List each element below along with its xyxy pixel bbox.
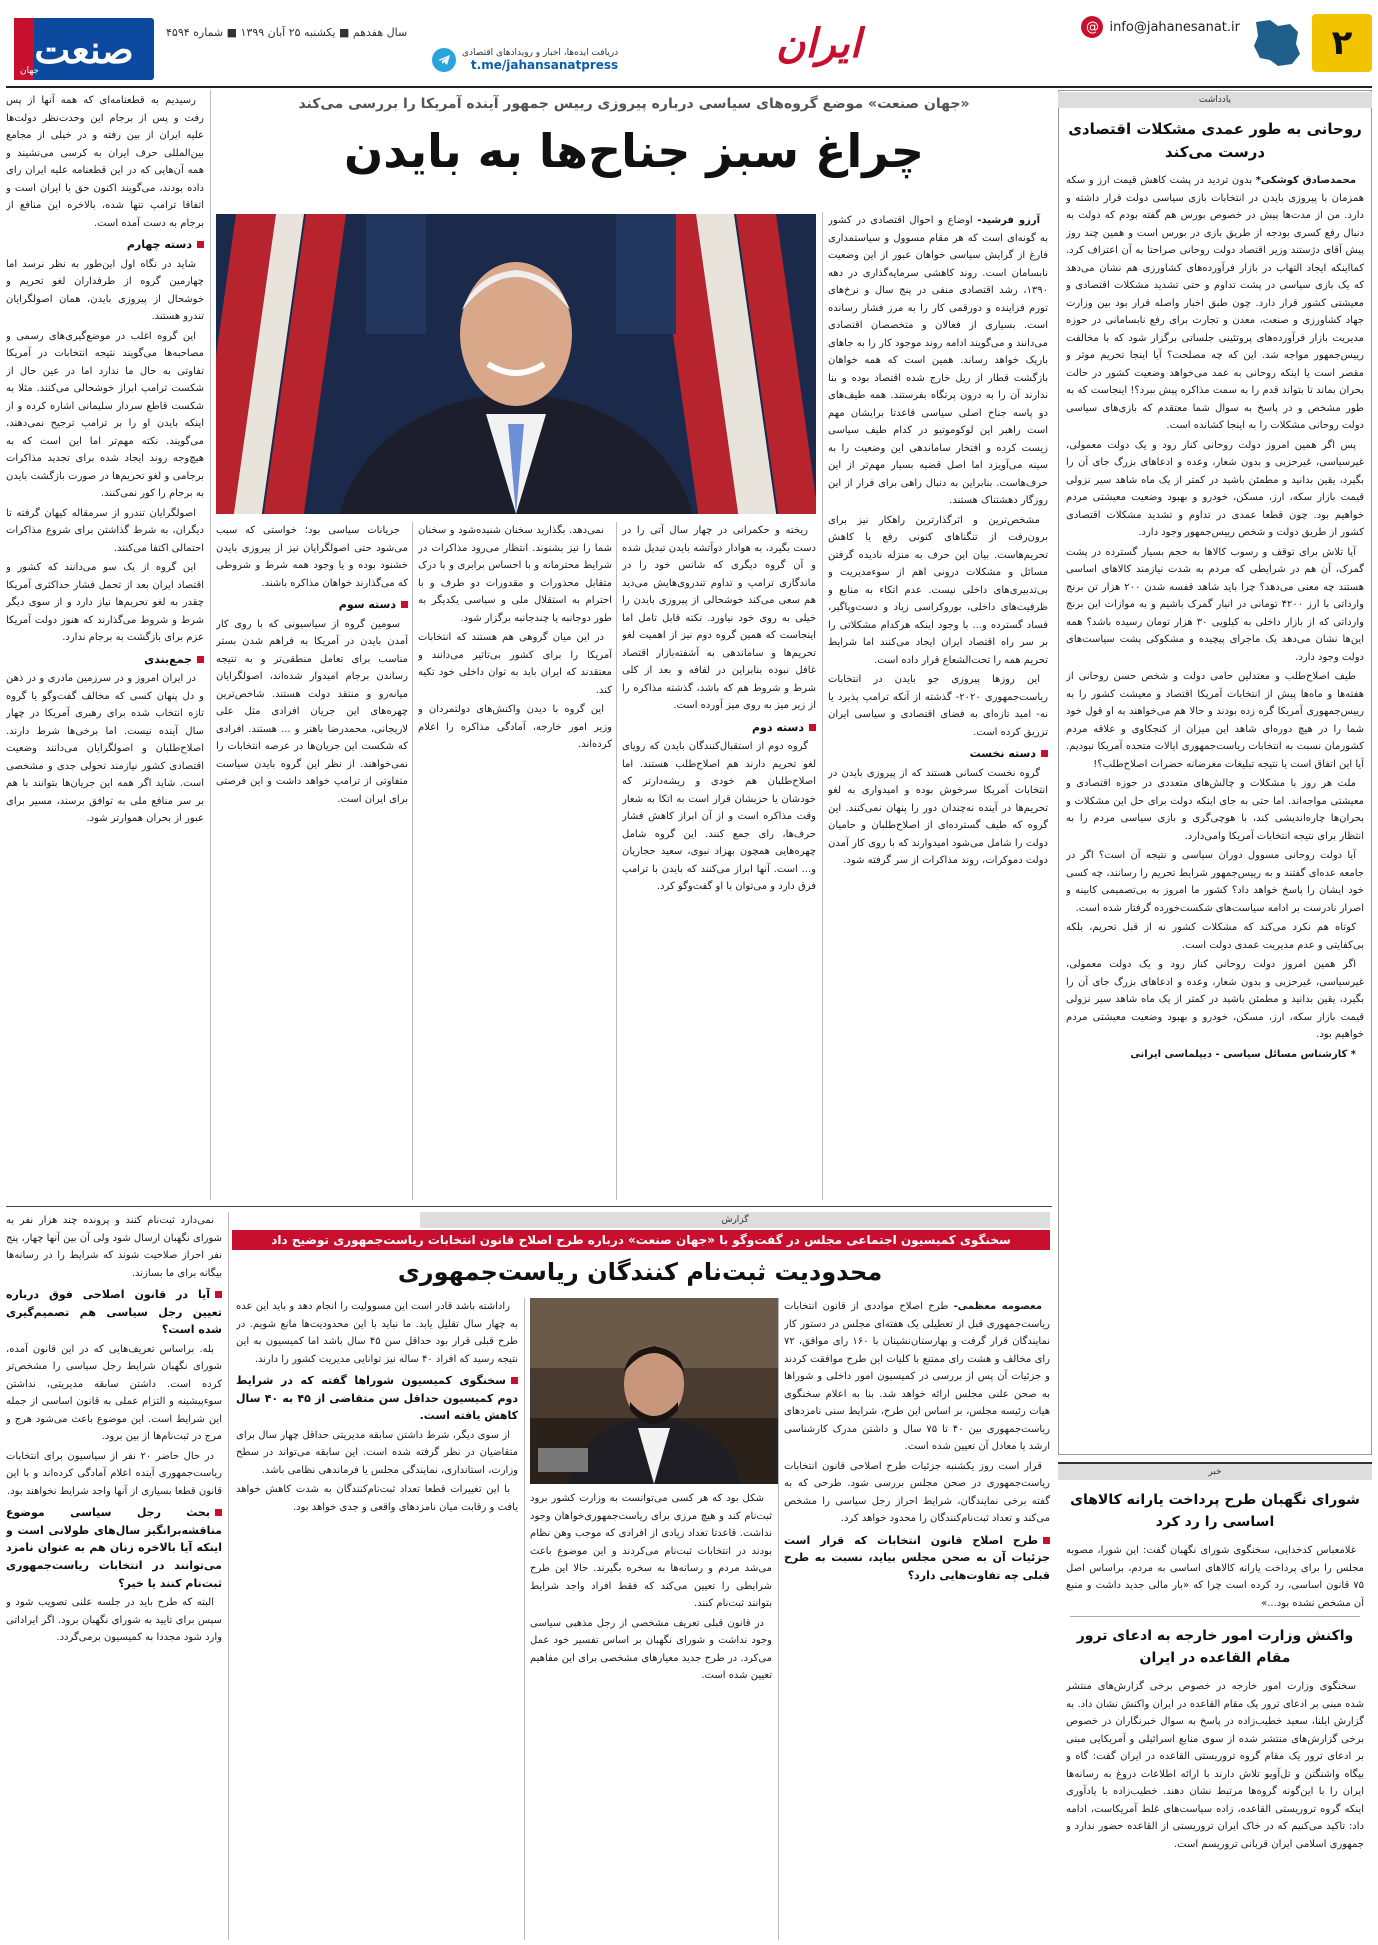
opinion-author-bio: * کارشناس مسائل سیاسی - دیپلماسی ایرانی <box>1130 1048 1356 1060</box>
email-contact[interactable]: @ info@jahanesanat.ir <box>1081 16 1240 38</box>
report-headline: محدودیت ثبت‌نام کنندگان ریاست‌جمهوری <box>397 1258 883 1286</box>
opinion-body: محمدصادق کوشکی* بدون تردید در پشت کاهش قیمت ارز و سکه همزمان با پیروزی بایدن در انتخابات بازی سیاسی دولت قرار داشته و دارد. من از مدت‌ها پیش در خصوص بورس هم گفته بودم که دولت به دنبال رفع کسری بودجه از طریق بازی در بورس است و همین چند روز پیش آقای دژستند وزیر اقتصاد دولت روحانی صراحتا به آن اعتراف کرد. کمااینکه ایجاد التهاب در بازار فرآورده‌های کشاورزی هم نشان می‌دهد که یک بازی سیاسی در پشت تداوم و حتی تشدید مشکلات اقتصادی و معیشتی کشور قرار دارد. چون طبق اخبار واصله قرار بود بین وزارت جهاد کشاورزی و صنعت، معدن و تجارت برای رفع نابسامانی در حوزه مدیریت بازار فرآورده‌های پروتئینی جلساتی برگزار شود که با مخالفت رییس‌جمهور مواجه شد. این که چه مصلحت؟ آیا اینجا تحریم موثر و مقصر است یا اینکه روحانی به عمد می‌خواهد وضعیت کشور در حالت بحران بماند تا بتواند قدم را به سمت مذاکره پیش ببرد؟! اینجاست که به طور مشخص و در پاسخ به سوال شما معتقدم که بازی‌های سیاسی دولت روحانی مشکلات را به اینجا کشانده است. پس اگر همین امروز دولت روحانی کنار رود و یک دولت معمولی، غیرسیاسی، غیرحزبی و بدون شعار، وعده و ادعاهای بزرگ جای آن را بگیرد، یقین بدانید و مطمئن باشید در کمتر از یک ماه شاهد سیر نزولی قیمت بازار سکه، ارز، مسکن، خودرو و بهبود وضعیت معیشتی مردم خواهیم بود. چون قطعا عمدی در تداوم و تشدید مشکلات اقتصادی کشور از طریق دولت و شخص رییس‌جمهور وجود دارد. آیا تلاش برای توقف و رسوب کالاها به حجم بسیار گسترده در پشت گمرک، آن هم در شرایطی که مردم به شدت نیازمند کالاهای اساسی هستند چه معنی می‌دهد؟ چرا باید شاهد قفسه شدن ۲۰۰ هزار تن برنج وارداتی با ارز ۴۲۰۰ تومانی در انبار گمرک باشیم و به موازات این برنج وارداتی که از بازار داخلی به کیلویی ۳۰ هزار تومان رسیده باشد؟ همه این‌ها نشان می‌دهد یک ماجرای پیچیده و مشکوکی پشت سیاست‌های دولت وجود دارد. طیف اصلاح‌طلب و معتدلین حامی دولت و شخص حسن روحانی از هفته‌ها و ماه‌ها پیش از انتخابات آمریکا اقتصاد و معیشت کشور را به رییس‌جمهوری آمریکا گره زده بودند و حالا هم می‌خواهند به او قول خود شما را در هیچ دوره‌ای شاهد این میزان از کنجکاوی و علاقه مردم کشورمان نسبت به انتخابات ریاست‌جمهوری ایالات متحده آمریکا نبودیم. آیا این اتفاق است یا نتیجه تبلیغات مغرضانه حضرات اصلاح‌طلب؟! ملت هر روز با مشکلات و چالش‌های متعددی در حوزه اقتصادی و معیشتی مواجه‌اند. اما حتی به جای اینکه دولت برای حل این مشکلات و بحران‌ها چاره‌اندیشی کند، با هوچی‌گری و بازی سیاسی مردم را به انتظار برای نتیجه انتخابات آمریکا وامی‌دارد. آیا دولت روحانی مسوول دوران سیاسی و نتیجه آن است؟ اگر در جامعه عده‌ای گفتند و به رییس‌جمهور شرایط تحریم را رسانند، چه کسی خود ایشان را پاسخ خواهد داد؟ کشور ما امروز به بی‌تصمیمی کابینه و اصرار نادرست بر ادامه سیاست‌های شکست‌خورده گرفتار شده است. کوتاه هم نکرد می‌کند که مشکلات کشور نه از قبل تحریم، بلکه بی‌کفایتی و عدم مدیریت عمدی دولت است. اگر همین امروز دولت روحانی کنار رود و یک دولت معمولی، غیرسیاسی، غیرحزبی و بدون شعار، وعده و ادعاهای بزرگ جای آن را بگیرد، یقین بدانید و مطمئن باشید در کمتر از یک ماه شاهد سیر نزولی قیمت بازار سکه، ارز، مسکن، خودرو و بهبود وضعیت معیشتی مردم خواهیم بود. * کارشناس مسائل سیاسی - دیپلماسی ایرانی <box>1066 172 1364 1448</box>
report-author: معصومه معظمی- <box>953 1301 1043 1312</box>
lead-kicker: «جهان صنعت» موضع گروه‌های سیاسی درباره پیروزی رییس جمهور آینده آمریکا را بررسی می‌کند <box>298 96 970 112</box>
lead-subhead-3: دسته سوم <box>216 596 408 614</box>
report-kicker-band: سخنگوی کمیسیون اجتماعی مجلس در گفت‌وگو با «جهان صنعت» درباره طرح اصلاح قانون انتخابات ریاست‌جمهوری توضیح داد <box>232 1230 1050 1250</box>
lead-col-5: رسیدیم به قطعنامه‌ای که همه آنها از پس رفت و پس از برجام این وحدت‌نظر دولت‌ها علیه ایران از بین رفته و در خیلی از مجامع بین‌المللی حرف ایران به کرسی می‌نشیند و همه آن‌هایی که در این قطعنامه علیه ایران رای داده بودند، می‌گویند اکنون حق با ایران است و اتفاقا ترامپ تنها شده، بالاخره این منافع از برجام به دست آمده است. دسته چهارم شاید در نگاه اول این‌طور به نظر نرسد اما چهارمین گروه از طرفداران لغو تحریم و خوشحال از پیروزی بایدن، همان اصولگرایان تندرو هستند. این گروه اغلب در موضع‌گیری‌های رسمی و مصاحبه‌ها می‌گویند نتیجه انتخابات در آمریکا تفاوتی به حال ما ندارد اما در عین حال از شکست ترامپ ابراز خوشحالی می‌کنند. مثلا به شکست قاطع سردار سلیمانی اشاره کرده و از اینکه بایدن او را بر ترامپ ترجیح نمی‌دهند، می‌گویند. نکته مهم‌تر اما این است که به هیچ‌وجه روند ایجاد شده برای تجدید مذاکرات برجامی و لغو تحریم‌ها در صورت بازگشت بایدن به برجام را کور نمی‌کنند. اصولگرایان تندرو از سرمقاله کیهان گرفته تا دیگران، به شرط گذاشتن برای شروع مذاکرات احتمالی اکتفا می‌کنند. این گروه از یک سو می‌دانند که کشور و اقتصاد ایران بعد از تحمل فشار حداکثری آمریکا چقدر به لغو تحریم‌ها نیاز دارد و از سوی دیگر شرط و شروط می‌گذارند که هنوز دولت آمریکا عزم برای بازگشت به برجام ندارد. جمع‌بندی در ایران امروز و در سرزمین مادری و در ذهن و دل پنهان کسی که مخالف گفت‌وگو یا گروه تازه انتخاب شده برای رهبری آمریکا در چهار سال آینده نیست. اما برخی‌ها شرط دارند. اصلاح‌طلبان و اصولگرایان می‌دانند وضعیت اقتصادی کشور نیازمند تحولی جدی و مشخصی است. شاید اگر همه این جریان‌ها بتوانند با هم بر سر منافع ملی به توافق برسند، مسیر برای عبور از بحران هموارتر شود. <box>6 95 204 825</box>
lead-col-4: جریانات سیاسی بود؛ خواستی که سبب می‌شود حتی اصولگرایان نیز از پیروزی بایدن خشنود بوده و یا وجود همه شرط و شروطی که می‌گذارند خواهان مذاکره باشند. دسته سوم سومین گروه از سیاسیونی که با روی کار آمدن بایدن در آمریکا به فراهم شدن بستر مناسب برای تعامل منطقی‌تر و به نتیجه رساندن برجام امیدوار شده‌اند، اصولگرایان میانه‌رو و منتقد دولت هستند. شاخص‌ترین چهره‌های این جریان افرادی مثل علی لاریجانی، محمدرضا باهنر و ... هستند. افرادی که شکست این جریان‌ها در عرصه انتخابات را نمی‌خواهند. از نظر این گروه بایدن سیاست متفاوتی از ترامپ خواهد داشت و این فرصتی برای ایران است. <box>216 525 408 805</box>
lead-author: آرزو فرشید- <box>977 215 1041 226</box>
page-number: ۲ <box>1312 14 1372 72</box>
report-subhead-2: سخنگوی کمیسیون شوراها گفته که در شرایط دوم کمیسیون حداقل سن متقاضی از ۴۵ به ۴۰ سال کاهش یافته است. <box>236 1372 518 1425</box>
telegram-link[interactable]: t.me/jahansanatpress <box>470 58 619 72</box>
report-tag: گزارش <box>420 1212 1050 1228</box>
issue-info: سال هفدهم ■ یکشنبه ۲۵ آبان ۱۳۹۹ ■ شماره ۴۵۹۴ <box>166 26 408 39</box>
report-photo-spokesman <box>530 1298 778 1484</box>
opinion-title: روحانی به طور عمدی مشکلات اقتصادی درست می‌کند <box>1068 120 1362 161</box>
section-title: ایران <box>776 20 861 67</box>
lead-col-2: ریخته و حکمرانی در چهار سال آتی را در دست بگیرد، به هوادار دوآتشه بایدن تبدیل شده و آن گروه دیگری که شانس خود را در ماندگاری ترامپ و تداوم تندروی‌هایش می‌دید هم سعی می‌کند خوشحالی از پیروزی بایدن را خیلی به روی خود نیاورد. نکته قابل تامل اما اینجاست که همین گروه دوم نیز از اهمیت لغو تحریم‌ها و ساماندهی به آشفته‌بازار اقتصاد غافل نبوده بنابراین در لفافه و بعد از کلی شرط و شروط هم که باشد، گذشته مذاکره را از زیر میز به روی میز آورده است. دسته دوم گروه دوم از استقبال‌کنندگان بایدن که رویای لغو تحریم دارند هم اصلاح‌طلب هستند. اما اصلاح‌طلبان هم خودی و ریشه‌دارتر که خودشان یا حزبشان قرار است به اتکا به شعار وقت مذاکره است و از آن ابراز کاهش فشار حرف‌ها، رای جمع کنند. این گروه شامل چهره‌هایی همچون بهزاد نبوی، سعید حجاریان و... است. آنها ابراز می‌کنند که بایدن با ترامپ فرق دارد و می‌توان با او گفت‌وگو کرد. <box>622 525 816 893</box>
opinion-tag: یادداشت <box>1058 92 1372 108</box>
email-icon: @ <box>1081 16 1103 38</box>
report-col-1: معصومه معظمی- طرح اصلاح مواددی از قانون انتخابات ریاست‌جمهوری قبل از تعطیلی یک هفته‌ای مجلس در دستور کار نمایندگان قرار گرفت و بهارستان‌نشینان با ۱۶۰ رای موافق، ۷۲ رای مخالف و هشت رای ممتنع با کلیات این طرح موافقت کردند و جزئیات آن پس از بررسی در کمیسیون امور داخلی و شوراها به صحن علنی مجلس ارائه خواهد شد. بنا به اعلام سخنگوی هیات رئیسه مجلس، بر اساس این طرح، شرایط سنی نامزدهای ریاست‌جمهوری بین ۴۰ تا ۷۵ سال و داشتن مدرک کارشناسی ارشد یا معادل آن تعیین شده است. قرار است روز یکشنبه جزئیات طرح اصلاحی قانون انتخابات ریاست‌جمهوری در صحن مجلس بررسی شود. طرحی که به گفته برخی نمایندگان، شرایط احراز رجل سیاسی را مشخص می‌کند و تعداد ثبت‌نام‌کنندگان را محدود خواهد کرد. طرح اصلاح قانون انتخابات که قرار است جزئیات آن به صحن مجلس بیاید، نسبت به طرح قبلی چه تفاوت‌هایی دارد؟ <box>784 1298 1050 1940</box>
lead-col-1: آرزو فرشید- اوضاع و احوال اقتصادی در کشور به گونه‌ای است که هر مقام مسوول و سیاستمداری فارغ از گرایش سیاسی خواهان عبور از این وضعیت نابسامان است. روند کاهشی سرمایه‌گذاری در دهه ۱۳۹۰، رشد اقتصادی منفی در پنج سال و نرخ‌های تورم فزاینده و دورقمی کار را به مرز فشار رسانده است. بسیاری از فعالان و متخصصان اقتصادی می‌دانند و می‌گویند ادامه روند موجود کار را به جاهای باریک خواهد رساند. همین است که همه خواهان بازگشت قطار از ریل خارج شده اقتصاد بوده و بنا ندارند آن را به درون پرتگاه بفرستند. همه طیف‌های دو پاسه جناح اصلی سیاسی قاعدتا برایشان مهم است راهبر این لوکوموتیو در کدام طیف سیاسی زیست کرده و افتخار ساماندهی این وضعیت را به سینه می‌آویزد اما اصل قضیه بسیار مهم‌تر از این حرف‌هاست. بنابراین به دنبال راهی برای فرار از این روزگار دهشتناک هستند. مشخص‌ترین و اثرگذارترین راهکار نیز برای برون‌رفت از تنگناهای کنونی رفع یا کاهش تحریم‌هاست. بیان این حرف به منزله نادیده گرفتن مسائل و مشکلات درونی اهم از سوءمدیریت و بی‌تدبیری‌های داخلی نیست. عدم اتکاء به منابع و ظرفیت‌های داخلی، بوروکراسی زیاد و دست‌وپاگیر، فساد گسترده و... با وجود اینکه هرکدام مشکلاتی را بر سر راه اقتصاد ایران ایجاد می‌کنند اما شرایط تحریم همه را تحت‌الشعاع قرار داده است. این روزها پیروزی جو بایدن در انتخابات ریاست‌جمهوری ۲۰۲۰- گذشته از آنکه ترامپ پذیرد یا نه- امید تازه‌ای به فضای اقتصادی و سیاسی ایران تزریق کرده است. دسته نخست گروه نخست کسانی هستند که از پیروزی بایدن در انتخابات آمریکا سرخوش بوده و امیدواری به لغو تحریم‌ها در آینده نه‌چندان دور را پنهان نمی‌کنند. این گروه که طیف گسترده‌ای از اصلاح‌طلبان و حامیان دولت را شامل می‌شود امیدوارند که با روی کار آمدن دولت دموکرات، روند مذاکرات از سر گرفته شود. <box>828 215 1048 867</box>
report-subhead-1: طرح اصلاح قانون انتخابات که قرار است جزئیات آن به صحن مجلس بیاید، نسبت به طرح قبلی چه تفاوت‌هایی دارد؟ <box>784 1532 1050 1585</box>
news-2-title: واکنش وزارت امور خارجه به ادعای ترور مقام القاعده در ایران <box>1076 1628 1354 1666</box>
newspaper-logo: صنعت جهان <box>14 18 154 80</box>
lead-photo-biden <box>216 214 816 514</box>
lead-col-3: نمی‌دهد. بگذارید سخنان شنیده‌شود و سخنان شما را نیز بشنوند. انتظار می‌رود مذاکرات در شرایط محترمانه و با احساس برابری و با درک متقابل محذورات و مقدورات دو طرف و با احترام به استقلال ملی و سیاسی یکدیگر به طور دوجانبه یا چندجانبه برگزار شود. در این میان گروهی هم هستند که انتخابات آمریکا را برای کشور بی‌تاثیر می‌دانند و معتقدند که ایران باید به توان داخلی خود تکیه کند. این گروه با دیدن واکنش‌های دولتمردان و وزیر امور خارجه، آمادگی مذاکره را اعلام کرده‌اند. <box>418 525 612 750</box>
telegram-channel[interactable]: دریافت ایده‌ها، اخبار و رویدادهای اقتصادی t.me/jahansanatpress <box>432 48 618 72</box>
report-subhead-3: آیا در قانون اصلاحی فوق درباره تعیین رجل سیاسی هم تصمیم‌گیری شده است؟ <box>6 1286 222 1339</box>
lead-subhead-5: جمع‌بندی <box>6 651 204 669</box>
lead-subhead-2: دسته دوم <box>622 719 816 737</box>
opinion-author: محمدصادق کوشکی* <box>1255 175 1357 186</box>
lead-headline: چراغ سبز جناح‌ها به بایدن <box>344 124 924 178</box>
news-tag: خبر <box>1058 1464 1372 1480</box>
telegram-icon <box>432 48 456 72</box>
report-col-2: شکل بود که هر کسی می‌توانست به وزارت کشور برود ثبت‌نام کند و هیچ مرزی برای ریاست‌جمهوری‌خواهان وجود نداشت. قاعدتا تعداد زیادی از افرادی که موجب وهن نظام بودند در انتخابات ثبت‌نام می‌کردند و این موضوع باعث می‌شد مردم و رسانه‌ها به سخره بگیرند. حالا این طرح شرایطی را تعیین می‌کند که فقط افراد واجد شرایط بتوانند ثبت‌نام کنند. در قانون قبلی تعریف مشخصی از رجل مذهبی سیاسی وجود نداشت و شورای نگهبان بر اساس تفسیر خود عمل می‌کرد. در طرح جدید معیارهای مشخصی برای این مفاهیم تعیین شده است. <box>530 1493 772 1681</box>
news-2-body: سخنگوی وزارت امور خارجه در خصوص برخی گزارش‌های منتشر شده مبنی بر ادعای ترور یک مقام القاعده در ایران واکنش نشان داد. به گزارش ایلنا، سعید خطیب‌زاده در پاسخ به سوال خبرنگاران در خصوص برخی گزارش‌های منتشر شده از سوی منابع اسرائیلی و آمریکایی مبنی بر ادعای ترور یک مقام گروه تروریستی القاعده در ایران گفت: گاه و بیگاه واشنگتن و تل‌آویو تلاش دارند با ارائه اطلاعات دروغ به رسانه‌ها ایران را با این‌گونه گروه‌ها مرتبط نشان دهند. خطیب‌زاده با یادآوری اینکه گروه تروریستی القاعده، زاده سیاست‌های غلط آمریکاست، ادامه داد: تاکید می‌کنیم که در خاک ایران تروریستی از القاعده حضور ندارد و جمهوری اسلامی ایران قربانی تروریسم است. <box>1066 1681 1364 1850</box>
lead-subhead-4: دسته چهارم <box>6 236 204 254</box>
masthead <box>6 6 1372 86</box>
news-1-body: غلامعباس کدخدایی، سخنگوی شورای نگهبان گفت: این شورا، مصوبه مجلس را برای پرداخت یارانه کالاهای اساسی به مردم، براساس اصل ۷۵ قانون اساسی، رد کرده است چرا که «بار مالی جدید داشت و منبع آن مشخص نشده بود...» <box>1066 1545 1364 1609</box>
news-1-title: شورای نگهبان طرح پرداخت یارانه کالاهای اساسی را رد کرد <box>1070 1492 1360 1530</box>
report-col-3: راداشته باشد قادر است این مسوولیت را انجام دهد و باید این عده به چهار سال تقلیل یابد. ما نباید با این محدودیت‌ها مانع شویم. در طرح قبلی قرار بود حداقل سن ۴۵ سال باشد اما کمیسیون به این نتیجه رسید که افراد ۴۰ ساله نیز توانایی مدیریت کشور را دارند. سخنگوی کمیسیون شوراها گفته که در شرایط دوم کمیسیون حداقل سن متقاضی از ۴۵ به ۴۰ سال کاهش یافته است. از سوی دیگر، شرط داشتن سابقه مدیریتی حداقل چهار سال برای متقاضیان در نظر گرفته شده است. این سابقه می‌تواند در سطح وزارت، استانداری، نمایندگی مجلس یا فرماندهی نظامی باشد. با این تغییرات قطعا تعداد ثبت‌نام‌کنندگان به شدت کاهش خواهد یافت و رقابت میان نامزدهای واقعی و جدی خواهد بود. <box>236 1301 518 1513</box>
report-subhead-4: بحث رجل سیاسی موضوع مناقشه‌برانگیز سال‌های طولانی است و اینکه آیا بالاخره زنان هم به عنوان نامزد می‌توانند در انتخابات ریاست‌جمهوری ثبت‌نام کنند یا خیر؟ <box>6 1504 222 1592</box>
iran-map-icon <box>1248 16 1304 70</box>
lead-subhead-1: دسته نخست <box>828 745 1048 763</box>
report-col-4: نمی‌دارد ثبت‌نام کنند و پرونده چند هزار نفر به شورای نگهبان ارسال شود ولی آن بین آنها چهار، پنج نفر احراز صلاحیت شوند که شرایط را در رسانه‌ها بیگانه برای ما بسازند. آیا در قانون اصلاحی فوق درباره تعیین رجل سیاسی هم تصمیم‌گیری شده است؟ بله. براساس تعریف‌هایی که در این قانون آمده، شورای نگهبان شرایط رجل سیاسی را مشخص‌تر کرده است. داشتن سابقه مدیریتی، نداشتن سوءپیشینه و التزام عملی به قانون اساسی از جمله این شرایط است. این موضوع باعث می‌شود هرج و مرج در ثبت‌نام‌ها از بین برود. در حال حاضر ۲۰ نفر از سیاسیون برای انتخابات ریاست‌جمهوری آینده اعلام آمادگی کرده‌اند و با این قانون قطعا بسیاری از آنها واجد شرایط نخواهند بود. بحث رجل سیاسی موضوع مناقشه‌برانگیز سال‌های طولانی است و اینکه آیا بالاخره زنان هم به عنوان نامزد می‌توانند در انتخابات ریاست‌جمهوری ثبت‌نام کنند یا خیر؟ البته که طرح باید در جلسه علنی تصویب شود و سپس برای تایید به شورای نگهبان برود. اگر ایراداتی وارد شود مجددا به کمیسیون برمی‌گردد. <box>6 1215 222 1644</box>
